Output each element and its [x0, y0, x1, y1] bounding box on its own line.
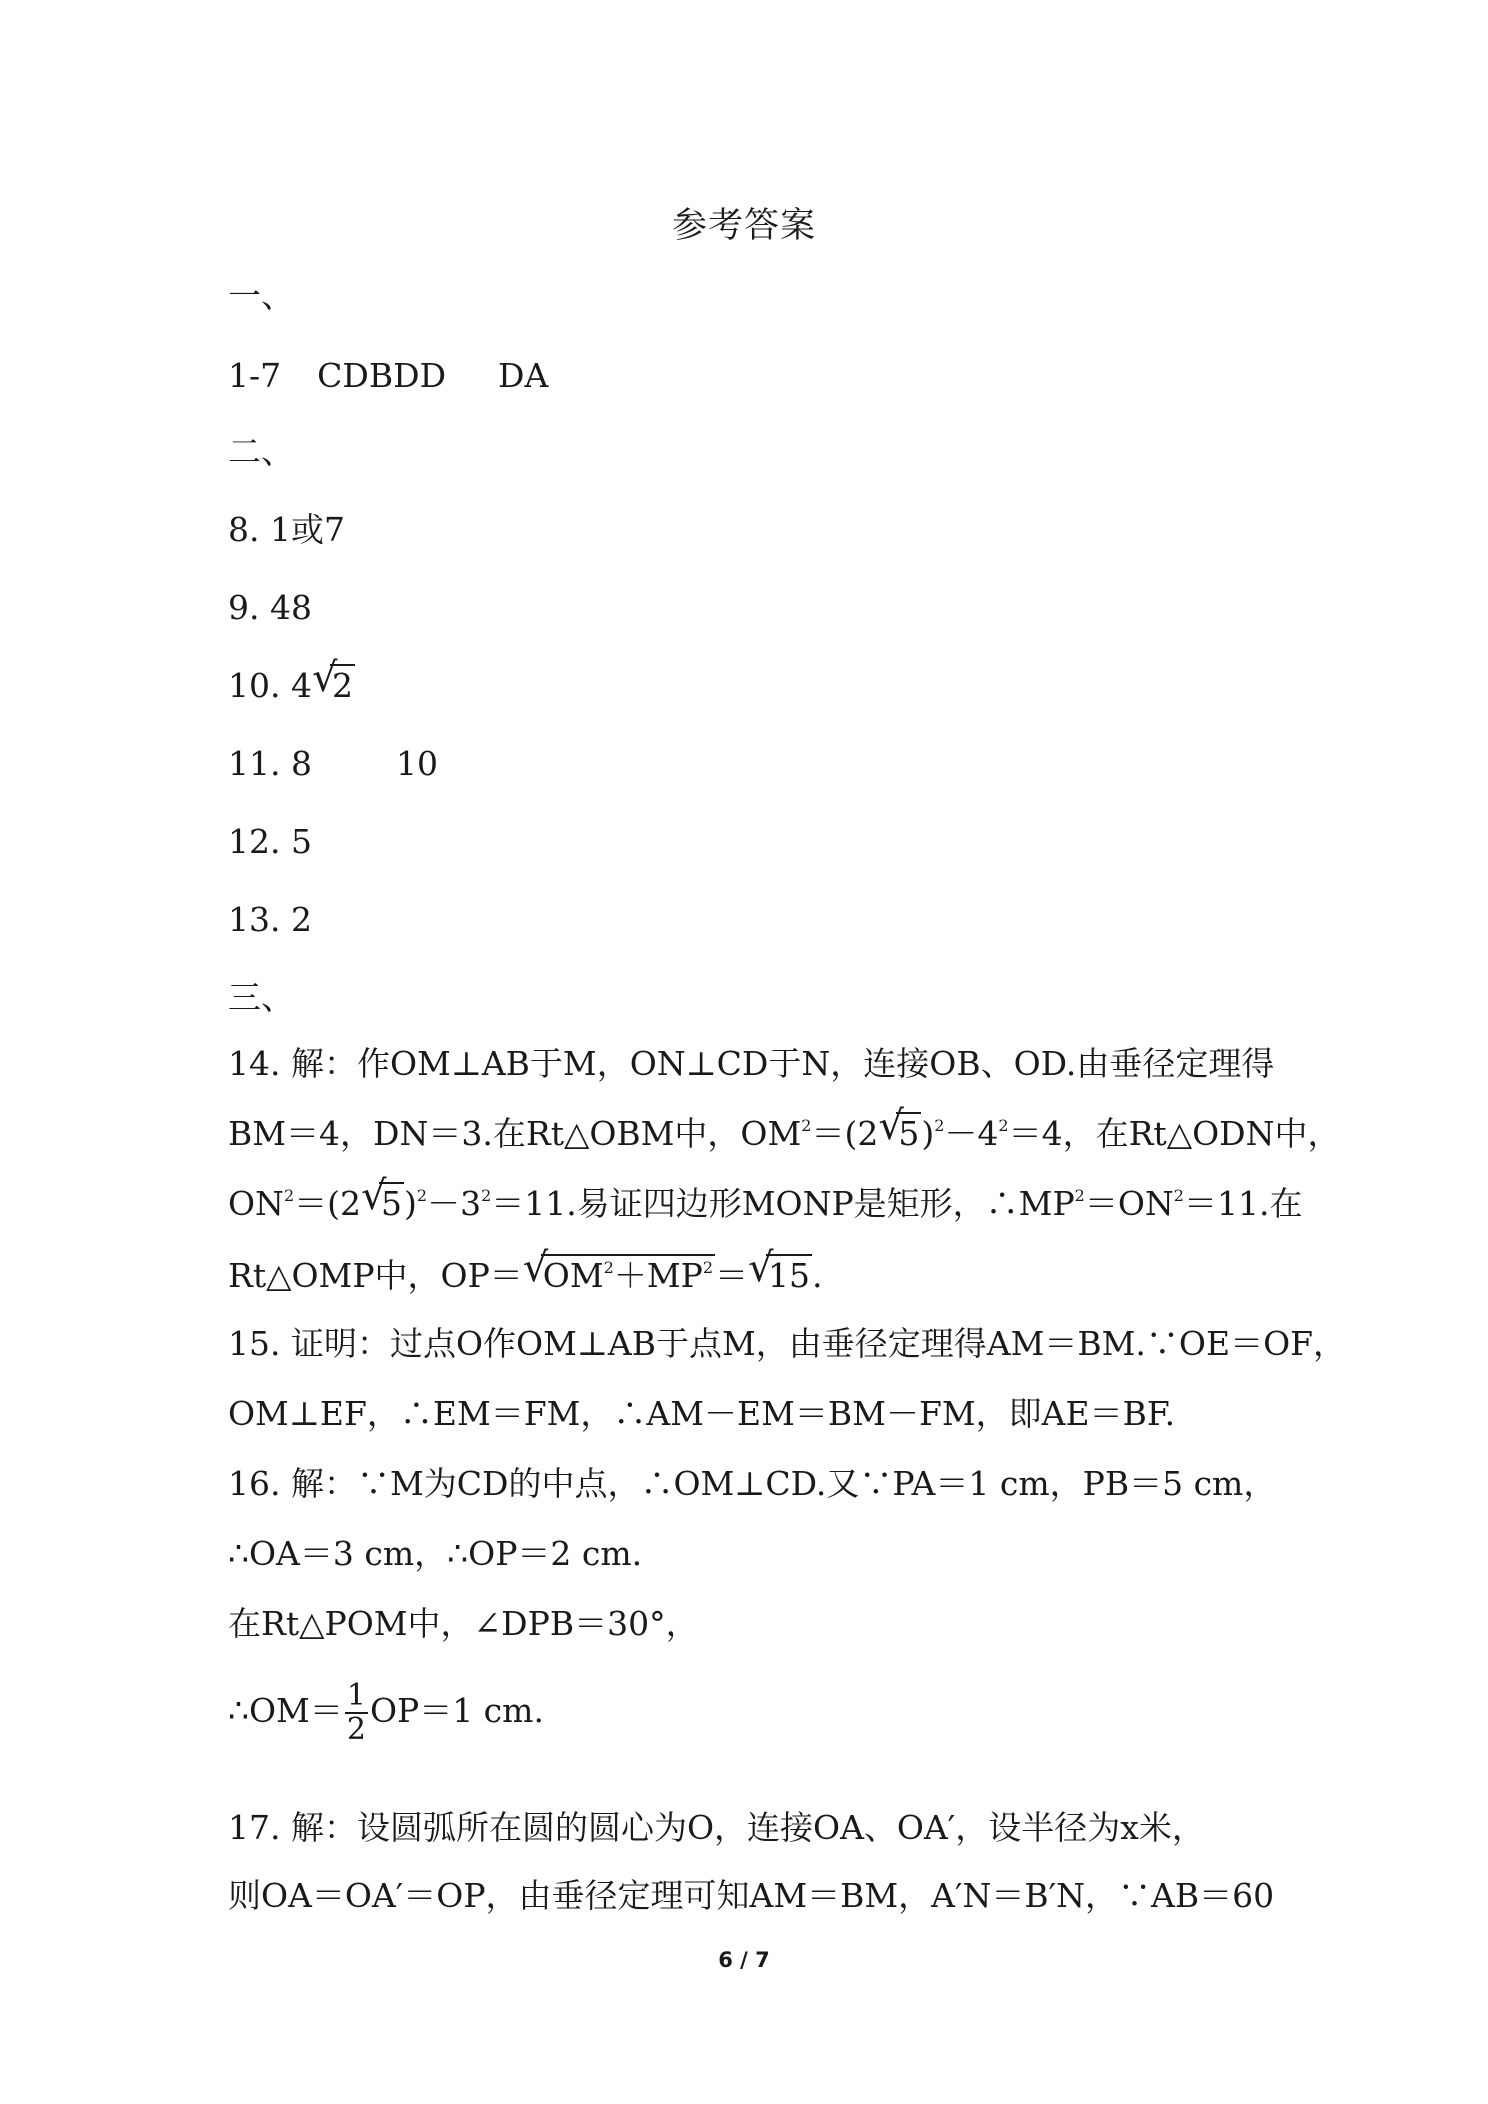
exponent: 2 — [702, 1258, 714, 1277]
exponent: 2 — [1074, 1186, 1085, 1205]
q14-text: ＝(2 — [294, 1184, 361, 1223]
radicand-part: OM — [542, 1256, 604, 1295]
q14-text: －4 — [944, 1114, 999, 1153]
radicand — [541, 1254, 715, 1295]
exponent: 2 — [603, 1258, 614, 1277]
fraction-numerator: 1 — [346, 1678, 366, 1713]
radicand: 5 — [898, 1114, 920, 1153]
sqrt-expression: √ 15 — [748, 1245, 811, 1295]
answer-10-prefix: 10. 4 — [228, 666, 312, 705]
exponent: 2 — [481, 1186, 492, 1205]
q14-text: . — [812, 1256, 823, 1295]
sqrt-expression: √ $OM^2+MP^2$ — [522, 1245, 714, 1295]
q16-line-2: ∴OA＝3 cm，∴OP＝2 cm. — [228, 1534, 643, 1573]
page-number: 6 / 7 — [718, 1948, 770, 1972]
q14-text: －3 — [427, 1184, 482, 1223]
exponent: 2 — [934, 1116, 945, 1135]
q14-text: BM＝4，DN＝3.在Rt△OBM中，OM — [228, 1114, 802, 1153]
q17-line-1: 17. 解：设圆弧所在圆的圆心为O，连接OA、OA′，设半径为x米， — [228, 1808, 1205, 1847]
section-two-heading: 二、 — [228, 432, 294, 471]
q16-line-3: 在Rt△POM中，∠DPB＝30°， — [228, 1604, 699, 1643]
sqrt-expression: √ 5 — [361, 1173, 402, 1223]
radicand-part: ＋MP — [613, 1256, 703, 1295]
q16-line-4 — [228, 1676, 544, 1746]
q14-text: ＝(2 — [811, 1114, 879, 1153]
q16-text: ∴OM＝ — [228, 1691, 343, 1730]
q15-line-1: 15. 证明：过点O作OM⊥AB于点M，由垂径定理得AM＝BM.∵OE＝OF， — [228, 1324, 1347, 1363]
q14-line-2 — [228, 1103, 1341, 1154]
radicand: 15 — [768, 1256, 811, 1295]
q14-line-4 — [228, 1245, 823, 1296]
q14-text: ＝ — [715, 1256, 749, 1295]
choice-answers — [228, 356, 548, 396]
fraction-denominator: 2 — [346, 1712, 366, 1747]
q17-line-2: 则OA＝OA′＝OP，由垂径定理可知AM＝BM，A′N＝B′N，∵AB＝60 — [228, 1876, 1275, 1915]
answer-13: 13. 2 — [228, 900, 312, 939]
answer-10 — [228, 655, 355, 706]
answer-11-a: 11. 8 — [228, 744, 312, 783]
q14-text: ON — [228, 1184, 284, 1223]
sqrt-expression: √ 2 — [311, 655, 353, 705]
q16-line-1: 16. 解：∵M为CD的中点，∴OM⊥CD.又∵PA＝1 cm，PB＝5 cm， — [228, 1464, 1277, 1503]
page-title: 参考答案 — [671, 206, 816, 246]
q16-text: OP＝1 cm. — [369, 1691, 544, 1730]
sqrt-expression: √ 5 — [878, 1103, 920, 1153]
exponent: 2 — [801, 1116, 812, 1135]
radicand: 5 — [381, 1184, 402, 1223]
q14-text: Rt△OMP中，OP＝ — [228, 1256, 523, 1295]
q15-line-2: OM⊥EF，∴EM＝FM，∴AM－EM＝BM－FM，即AE＝BF. — [228, 1394, 1176, 1433]
q14-line-1: 14. 解：作OM⊥AB于M，ON⊥CD于N，连接OB、OD.由垂径定理得 — [228, 1044, 1275, 1083]
choice-range: 1-7 — [228, 356, 282, 395]
exponent: 2 — [998, 1116, 1009, 1135]
q14-text: ) — [404, 1184, 417, 1223]
answer-11-b: 10 — [395, 744, 438, 783]
q14-text: ＝11.在 — [1183, 1184, 1303, 1223]
fraction — [345, 1680, 368, 1746]
choice-answers-part1: CDBDD — [317, 356, 447, 395]
answer-12: 12. 5 — [228, 822, 312, 861]
answer-9: 9. 48 — [228, 588, 312, 627]
q14-line-3 — [228, 1173, 1303, 1224]
exponent: 2 — [283, 1186, 295, 1205]
q14-text: ＝11.易证四边形MONP是矩形，∴MP — [491, 1184, 1075, 1223]
q14-text: ＝4，在Rt△ODN中， — [1008, 1114, 1341, 1153]
q14-text: ＝ON — [1084, 1184, 1174, 1223]
answer-8: 8. 1或7 — [228, 510, 345, 549]
radicand: 2 — [331, 666, 353, 705]
section-three-heading: 三、 — [228, 978, 294, 1017]
section-one-heading: 一、 — [228, 276, 294, 315]
answer-11 — [228, 744, 438, 784]
exponent: 2 — [1173, 1186, 1184, 1205]
exponent: 2 — [416, 1186, 428, 1205]
q14-text: ) — [921, 1114, 935, 1153]
choice-answers-part2: DA — [498, 356, 549, 395]
